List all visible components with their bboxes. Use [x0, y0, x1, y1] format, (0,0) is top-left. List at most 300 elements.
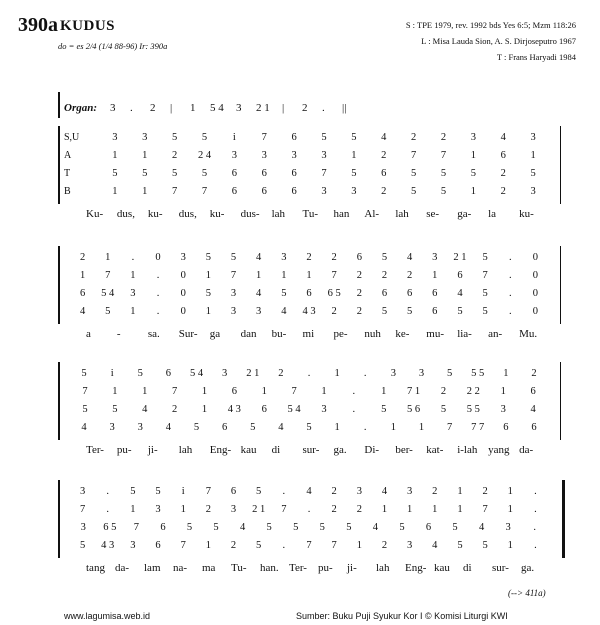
lyric-syllable: lam [144, 562, 161, 574]
note: 5 [82, 404, 88, 415]
note: 5 [172, 168, 178, 179]
note: 2 [278, 368, 284, 379]
note: i [181, 486, 185, 497]
note: 6 [381, 288, 388, 299]
note: . [156, 306, 160, 317]
voice-label: B [64, 186, 71, 197]
lyric-syllable: sur- [302, 444, 320, 456]
organ-note: 5 4 [210, 102, 224, 114]
note: 1 [105, 252, 111, 263]
lyric-syllable: ku- [519, 208, 534, 220]
lyric-syllable: Tu- [231, 562, 247, 574]
lyric-syllable: ga [209, 328, 221, 340]
note: 4 [306, 486, 312, 497]
system-bracket [58, 480, 60, 558]
note: 5 [155, 486, 161, 497]
note: 5 [319, 522, 325, 533]
note: 2 [331, 504, 337, 515]
system-end-barline [560, 126, 561, 204]
website-link[interactable]: www.lagumisa.web.id [64, 611, 151, 621]
system-end-barline [560, 246, 561, 324]
note: 1 [432, 270, 438, 281]
note: 1 [470, 150, 476, 161]
note: 2 [440, 386, 447, 397]
note: 3 [80, 522, 86, 533]
note: 6 [432, 288, 438, 299]
note: 0 [180, 270, 186, 281]
note: 2 [381, 270, 388, 281]
note: 1 [205, 306, 211, 317]
note: 5 [186, 522, 193, 533]
lyric-syllable: lah [376, 562, 390, 574]
organ-label: Organ: [64, 102, 98, 114]
note: 4 3 [302, 306, 316, 317]
note: 5 [81, 368, 87, 379]
note: 3 [261, 150, 267, 161]
note: 1 [112, 186, 118, 197]
note: 2 [205, 504, 211, 515]
note: 5 [446, 368, 453, 379]
lyric-syllable: Di- [364, 444, 380, 456]
note: 1 [457, 504, 463, 515]
note: 6 [231, 186, 238, 197]
note: 6 [79, 288, 86, 299]
lyric-syllable: ji- [347, 562, 357, 574]
note: 5 [381, 404, 387, 415]
note: 5 [381, 306, 388, 317]
note: 4 3 [227, 404, 241, 415]
note: 1 [390, 422, 396, 433]
note: 6 5 [327, 288, 341, 299]
lyric-syllable: Mu. [519, 328, 538, 340]
note: 3 [130, 288, 136, 299]
note: 3 [79, 486, 86, 497]
note: 1 [530, 150, 536, 161]
note: 3 [231, 150, 238, 161]
lyric-syllable: dus, [178, 208, 197, 220]
note: 7 [446, 422, 453, 433]
note: 5 [172, 132, 178, 143]
lyric-syllable: se- [426, 208, 440, 220]
note: 1 [407, 504, 413, 515]
note: 1 [112, 150, 118, 161]
note: 5 [452, 522, 458, 533]
note: 2 [79, 252, 86, 263]
note: . [307, 368, 311, 379]
note: 5 [205, 252, 211, 263]
note: 1 [201, 386, 208, 397]
note: 4 [239, 522, 246, 533]
note: 2 [230, 540, 237, 551]
note: 7 [230, 270, 237, 281]
note: 7 [410, 150, 417, 161]
note: 5 [346, 522, 352, 533]
note: 1 [500, 386, 506, 397]
note: i [110, 368, 114, 379]
note: 6 [230, 486, 237, 497]
note: 5 [205, 288, 211, 299]
note: . [508, 252, 512, 263]
note: 7 [171, 386, 178, 397]
lyric-syllable: ga. [333, 444, 347, 456]
lyric-syllable: pe- [333, 328, 348, 340]
lyric-syllable: Tu- [302, 208, 319, 220]
lyric-syllable: la [488, 208, 497, 220]
note: 5 6 [407, 404, 421, 415]
note: 7 [331, 540, 337, 551]
note: 5 [193, 422, 200, 433]
organ-bracket [58, 92, 60, 118]
note: 5 [256, 540, 262, 551]
system-end-barline [562, 480, 565, 558]
note: 4 [372, 522, 378, 533]
note: 7 [306, 540, 312, 551]
note: . [307, 504, 311, 515]
lyric-syllable: pu- [116, 444, 132, 456]
note: 2 [356, 270, 362, 281]
note: . [352, 404, 356, 415]
note: 3 [130, 540, 136, 551]
note: 1 [432, 504, 438, 515]
lyric-syllable: lah [395, 208, 409, 220]
note: 6 [500, 150, 506, 161]
note: 6 [261, 168, 267, 179]
system-bracket [58, 362, 60, 440]
note: 4 [142, 404, 148, 415]
note: 1 [180, 504, 186, 515]
note: 4 [478, 522, 485, 533]
lyric-syllable: Ter- [86, 444, 104, 456]
note: 5 [440, 186, 447, 197]
lyric-syllable: dan [240, 328, 257, 340]
note: 5 [399, 522, 405, 533]
note: . [282, 486, 286, 497]
note: 3 [180, 252, 186, 263]
lyric-syllable: i-lah [457, 444, 478, 456]
note: 6 [155, 540, 161, 551]
note: 1 [503, 368, 509, 379]
note: 4 [165, 422, 172, 433]
note: 7 [105, 270, 111, 281]
note: 1 [261, 386, 267, 397]
note: 6 [231, 168, 238, 179]
lyric-syllable: mu- [426, 328, 444, 340]
lyric-syllable: kau [434, 562, 450, 574]
note: 3 [230, 288, 237, 299]
note: 1 [142, 186, 148, 197]
note: 5 [201, 132, 208, 143]
lyric-syllable: na- [173, 562, 188, 574]
note: 5 [112, 168, 118, 179]
lyric-syllable: ku- [147, 208, 163, 220]
lyric-syllable: di [271, 444, 281, 456]
note: 2 [531, 368, 537, 379]
note: 6 [356, 252, 362, 263]
note: . [131, 252, 135, 263]
lyric-syllable: Sur- [178, 328, 198, 340]
note: 3 [500, 404, 506, 415]
note: 5 [530, 168, 536, 179]
note: 0 [180, 306, 186, 317]
note: 1 [334, 422, 340, 433]
lyric-syllable: pu- [318, 562, 333, 574]
system-bracket [58, 246, 60, 324]
lyric-syllable: kat- [426, 444, 444, 456]
note: 2 [407, 270, 413, 281]
note: 1 [256, 270, 262, 281]
note: 1 [130, 270, 136, 281]
note: 3 [321, 186, 327, 197]
note: 7 [331, 270, 337, 281]
note: 3 [351, 186, 357, 197]
note: 6 [530, 386, 536, 397]
note: 6 [531, 422, 537, 433]
note: . [508, 270, 512, 281]
note: 5 [306, 422, 312, 433]
note: 5 5 [466, 404, 480, 415]
note: 2 [381, 186, 387, 197]
note: 5 [440, 168, 447, 179]
note: 4 [457, 288, 463, 299]
source-attribution: S : TPE 1979, rev. 1992 bds Yes 6:5; Mzm 118:26 [405, 20, 576, 30]
lyric-syllable: ji- [147, 444, 158, 456]
note: 7 [261, 132, 267, 143]
note: 6 [291, 132, 297, 143]
note: 7 [180, 540, 186, 551]
translation-attribution: T : Frans Haryadi 1984 [496, 52, 576, 62]
note: 2 [356, 288, 362, 299]
note: 7 [440, 150, 447, 161]
note: 1 [507, 540, 513, 551]
note: 3 [321, 404, 327, 415]
note: 6 [231, 386, 237, 397]
note: 5 [457, 306, 463, 317]
note: . [106, 504, 110, 515]
lyric-syllable: yang [488, 444, 510, 456]
voice-label: A [64, 150, 72, 161]
note: 2 [306, 252, 312, 263]
lyric-syllable: nuh [364, 328, 381, 340]
note: 2 [356, 306, 362, 317]
note: . [363, 368, 367, 379]
note: 2 [432, 486, 438, 497]
lyric-syllable: sur- [492, 562, 509, 574]
note: 5 [256, 486, 262, 497]
lyric-syllable: ku- [209, 208, 225, 220]
note: 6 [407, 288, 413, 299]
note: 4 3 [101, 540, 115, 551]
note: 5 [105, 306, 111, 317]
note: 5 [440, 404, 447, 415]
note: 1 [321, 386, 327, 397]
note: 2 [331, 252, 337, 263]
organ-note: . [130, 102, 133, 114]
note: 3 [418, 368, 425, 379]
lyric-syllable: bu- [271, 328, 287, 340]
lyric-syllable: lah [178, 444, 193, 456]
note: . [156, 288, 160, 299]
note: 1 [281, 270, 287, 281]
note: 7 [482, 504, 488, 515]
lyric-syllable: tang [86, 562, 105, 574]
note: . [534, 504, 537, 515]
note: 1 [334, 368, 340, 379]
song-title: KUDUS [60, 18, 116, 34]
note: . [282, 540, 286, 551]
note: 2 [381, 540, 388, 551]
note: 3 [356, 486, 362, 497]
note: 6 [432, 306, 438, 317]
note: 6 [425, 522, 432, 533]
continuation-marker: (--> 411a) [508, 588, 546, 598]
lyric-syllable: ga- [457, 208, 472, 220]
lyric-syllable: ber- [395, 444, 413, 456]
note: 1 [381, 504, 388, 515]
voice-label: T [64, 168, 71, 179]
note: 7 [321, 168, 327, 179]
note: 5 [351, 132, 357, 143]
note: 7 [291, 386, 297, 397]
note: 2 [500, 168, 506, 179]
note: 5 [482, 288, 488, 299]
note: 5 [407, 306, 413, 317]
note: 5 4 [189, 368, 204, 379]
note: 5 [351, 168, 357, 179]
note: 3 [109, 422, 115, 433]
note: 7 [281, 504, 287, 515]
note: 4 [278, 422, 284, 433]
note: 5 5 [471, 368, 485, 379]
note: . [534, 486, 537, 497]
note: 5 [213, 522, 219, 533]
voice-label: S,U [64, 132, 80, 143]
note: 3 [505, 522, 511, 533]
note: 1 [142, 150, 148, 161]
note: 1 [507, 504, 513, 515]
lyric-attribution: L : Misa Lauda Sion, A. S. Dirjoseputro 1967 [421, 36, 576, 46]
note: 1 [112, 386, 118, 397]
note: 7 [482, 270, 488, 281]
note: 6 [261, 404, 267, 415]
lyric-syllable: kau [240, 444, 257, 456]
lyric-syllable: a [86, 328, 91, 340]
note: 7 7 [471, 422, 485, 433]
note: 3 [530, 132, 536, 143]
note: 6 [291, 168, 297, 179]
lyric-syllable: lia- [457, 328, 472, 340]
note: 3 [432, 252, 438, 263]
note: 3 [256, 306, 262, 317]
lyric-syllable: di [463, 562, 472, 574]
note: 3 [142, 132, 148, 143]
organ-note: 2 [150, 102, 156, 114]
lyric-syllable: lah [271, 208, 286, 220]
organ-note: 1 [190, 102, 196, 114]
note: 3 [230, 504, 237, 515]
organ-note: 2 [302, 102, 308, 114]
note: . [508, 306, 512, 317]
note: 4 [500, 132, 506, 143]
note: 5 [130, 486, 136, 497]
note: 4 [281, 306, 287, 317]
note: 7 1 [407, 386, 421, 397]
organ-note: | [170, 102, 173, 114]
note: 0 [532, 252, 539, 263]
lyric-syllable: han. [260, 562, 279, 574]
lyric-syllable: Al- [364, 208, 380, 220]
note: 7 [133, 522, 139, 533]
note: 2 [331, 306, 337, 317]
note: 5 [457, 540, 463, 551]
lyric-syllable: da- [519, 444, 534, 456]
note: 5 [142, 168, 148, 179]
lyric-syllable: mi [302, 328, 315, 340]
system-end-barline [560, 362, 561, 440]
note: 4 [256, 252, 262, 263]
note: 1 [205, 270, 211, 281]
note: . [508, 288, 512, 299]
organ-note: 2 1 [256, 102, 270, 114]
note: . [363, 422, 367, 433]
note: 2 1 [246, 368, 260, 379]
note: 3 [155, 504, 161, 515]
note: 5 [250, 422, 256, 433]
organ-note: || [342, 102, 347, 114]
note: 1 [142, 386, 148, 397]
note: 1 [457, 486, 463, 497]
lyric-syllable: an- [488, 328, 503, 340]
note: 4 [407, 252, 413, 263]
note: 2 [356, 504, 362, 515]
note: 7 [172, 186, 178, 197]
note: 5 [201, 168, 208, 179]
lyric-syllable: han [333, 208, 350, 220]
note: 1 [356, 540, 362, 551]
note: 5 4 [101, 288, 115, 299]
note: 5 [321, 132, 327, 143]
note: 6 [160, 522, 166, 533]
note: 1 [381, 386, 387, 397]
note: 0 [532, 288, 539, 299]
note: 3 [407, 486, 413, 497]
note: 3 [407, 540, 413, 551]
note: 5 [482, 540, 488, 551]
note: 4 [81, 422, 87, 433]
note: 6 [291, 186, 297, 197]
note: 2 1 [252, 504, 266, 515]
note: 5 [293, 522, 299, 533]
organ-note: 3 [110, 102, 116, 114]
note: 6 [165, 368, 172, 379]
note: 5 [470, 168, 476, 179]
note: 5 [281, 288, 287, 299]
lyric-syllable: - [116, 328, 121, 340]
note: 5 [381, 252, 388, 263]
note: . [156, 270, 160, 281]
note: 0 [532, 270, 539, 281]
note: 1 [306, 270, 312, 281]
lyric-syllable: ga. [521, 562, 535, 574]
note: 6 [306, 288, 312, 299]
organ-note: 3 [236, 102, 242, 114]
lyric-syllable: sa. [147, 328, 160, 340]
lyric-syllable: Eng- [405, 562, 427, 574]
key-signature: do = es 2/4 (1/4 88-96) Ir: 390a [58, 41, 168, 51]
note: 4 [381, 132, 387, 143]
lyric-syllable: dus- [240, 208, 260, 220]
note: 2 2 [466, 386, 480, 397]
note: 1 [351, 150, 357, 161]
